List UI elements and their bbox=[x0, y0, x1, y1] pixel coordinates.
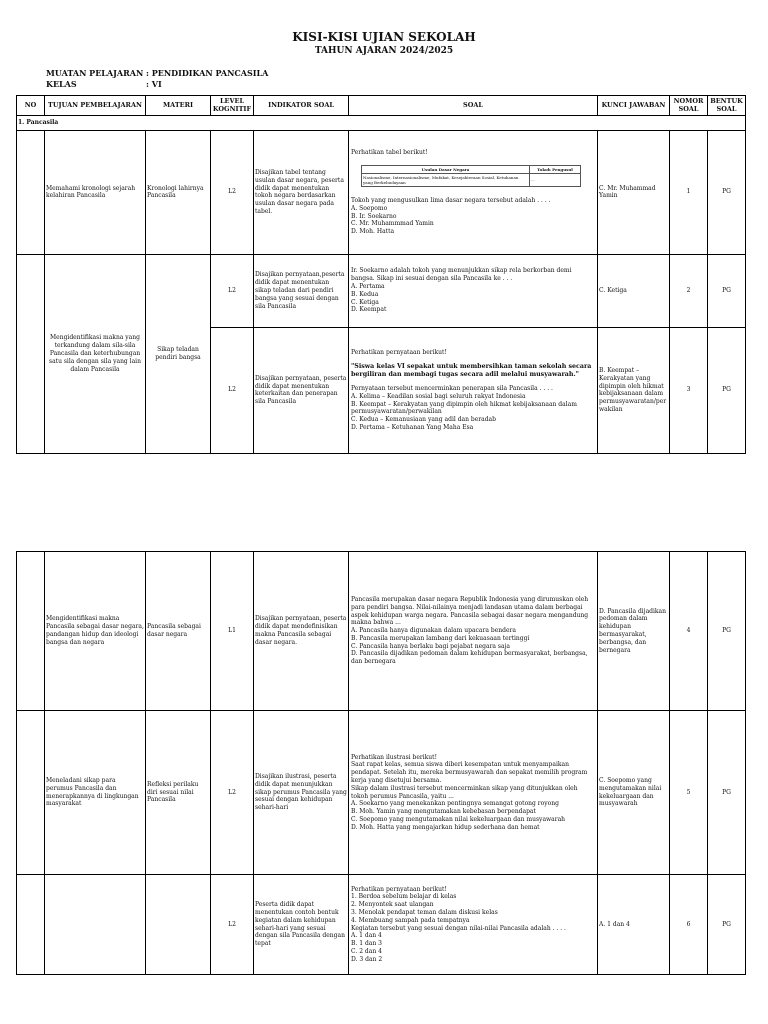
soal-line: Sikap dalam ilustrasi tersebut mencerminkan sikap yang ditunjukkan oleh tokoh perumus Pancasila, yaitu ... bbox=[351, 784, 578, 800]
col-materi: MATERI bbox=[146, 96, 211, 116]
soal-line: Saat rapat kelas, semua siswa diberi kesempatan untuk menyampaikan pendapat. Setelah itu, mereka bermusyawarah dan sepakat memilih program kerja yang disetujui bersama. bbox=[351, 761, 588, 784]
cell-materi: Pancasila sebagai dasar negara bbox=[146, 552, 211, 711]
cell-materi: Kronologi lahirnya Pancasila bbox=[146, 130, 211, 254]
col-nomor: NOMOR SOAL bbox=[670, 96, 708, 116]
cell-nomor: 1 bbox=[670, 130, 708, 254]
cell-nomor: 2 bbox=[670, 254, 708, 327]
option-b: B. Kedua bbox=[351, 290, 379, 298]
cell-tujuan bbox=[45, 875, 146, 975]
option-b: B. Pancasila merupakan lambang dari kekuasaan tertinggi bbox=[351, 634, 530, 642]
cell-level: L2 bbox=[211, 254, 254, 327]
soal-intro: Perhatikan pernyataan berikut! bbox=[351, 885, 447, 893]
cell-bentuk: PG bbox=[708, 711, 746, 875]
cell-indikator: Disajikan ilustrasi, peserta didik dapat menunjukkan sikap perumus Pancasila yang sesuai dengan kehidupan sehari-hari bbox=[254, 711, 349, 875]
option-b: B. Moh. Yamin yang mengutamakan kebebasan berpendapat bbox=[351, 808, 536, 816]
option-d: D. Pancasila dijadikan pedoman dalam kehidupan bermasyarakat, berbangsa, dan bernegara bbox=[351, 650, 588, 666]
tokoh-header: Tokoh Pengusul bbox=[530, 165, 581, 173]
option-a: A. Soekarno yang menekankan pentingnya semangat gotong royong bbox=[351, 800, 559, 808]
option-b: B. 1 dan 3 bbox=[351, 940, 382, 948]
option-a: A. Kelima – Keadilan sosial bagi seluruh rakyat Indonesia bbox=[351, 392, 526, 400]
kelas-value: : VI bbox=[146, 79, 162, 89]
cell-indikator: Peserta didik dapat menentukan contoh bentuk kegiatan dalam kehidupan sehari-hari yang sesuai dengan sila Pancasila dengan tepat bbox=[254, 875, 349, 975]
option-d: D. Pertama – Ketuhanan Yang Maha Esa bbox=[351, 424, 474, 432]
soal-line: Pernyataan tersebut mencerminkan penerapan sila Pancasila . . . . bbox=[351, 385, 553, 393]
col-bentuk: BENTUK SOAL bbox=[708, 96, 746, 116]
cell-soal bbox=[349, 130, 598, 254]
option-c: C. Kedua – Kemanusiaan yang adil dan beradab bbox=[351, 416, 496, 424]
option-d: D. Moh. Hatta yang mengajarkan hidup sederhana dan hemat bbox=[351, 823, 540, 831]
usulan-header: Usulan Dasar Negara bbox=[362, 165, 530, 173]
soal-line: Tokoh yang mengusulkan lima dasar negara tersebut adalah . . . . bbox=[351, 197, 551, 205]
cell-bentuk: PG bbox=[708, 130, 746, 254]
cell-indikator: Disajikan pernyataan,peserta didik dapat menentukan sikap teladan dari pendiri bangsa yang sesuai dengan sila Pancasila bbox=[254, 254, 349, 327]
cell-materi: Refleksi perilaku diri sesuai nilai Pancasila bbox=[146, 711, 211, 875]
cell-materi: Sikap teladan pendiri bangsa bbox=[146, 254, 211, 453]
cell-nomor: 4 bbox=[670, 552, 708, 711]
cell-nomor: 5 bbox=[670, 711, 708, 875]
cell-kunci: C. Soepomo yang mengutamakan nilai kekeluargaan dan musyawarah bbox=[598, 711, 670, 875]
soal-intro: Perhatikan ilustrasi berikut! bbox=[351, 753, 437, 761]
section-label: 1. Pancasila bbox=[17, 115, 746, 130]
soal-line: Kegiatan tersebut yang sesuai dengan nilai-nilai Pancasila adalah . . . . bbox=[351, 924, 566, 932]
usulan-cell: Nasionalisme, Internasionalisme, Mufakat, Kesejahteraan Sosial, Ketuhanan yang Berkebudayaan bbox=[362, 173, 530, 186]
cell-tujuan: Meneladani sikap para perumus Pancasila dan menerapkannya di lingkungan masyarakat bbox=[45, 711, 146, 875]
statement-2: 2. Menyontek saat ulangan bbox=[351, 901, 434, 909]
cell-soal bbox=[349, 254, 598, 327]
statement-4: 4. Membuang sampah pada tempatnya bbox=[351, 916, 470, 924]
option-b: B. Ir. Soekarno bbox=[351, 212, 397, 220]
soal-intro: Perhatikan tabel berikut! bbox=[351, 148, 428, 156]
cell-no bbox=[17, 552, 45, 711]
cell-nomor: 3 bbox=[670, 327, 708, 453]
option-c: C. 2 dan 4 bbox=[351, 947, 382, 955]
cell-tujuan: Mengidentifikasi makna Pancasila sebagai dasar negara, pandangan hidup dan ideologi bangsa dan negara bbox=[45, 552, 146, 711]
muatan-label: MUATAN PELAJARAN bbox=[46, 68, 144, 78]
table-row bbox=[17, 552, 746, 711]
table-header-row bbox=[17, 96, 746, 116]
muatan-value: : PENDIDIKAN PANCASILA bbox=[146, 68, 269, 78]
soal-statement: "Siswa kelas VI sepakat untuk membersihkan taman sekolah secara bergiliran dan membagi tugas secara adil melalui musyawarah." bbox=[351, 362, 592, 378]
cell-no bbox=[17, 130, 45, 254]
cell-kunci: B. Keempat – Kerakyatan yang dipimpin oleh hikmat kebijaksanaan dalam permusyawaratan/perwakilan bbox=[598, 327, 670, 453]
kelas-label: KELAS bbox=[46, 79, 77, 89]
cell-tujuan: Mengidentifikasi makna yang terkandung dalam sila-sila Pancasila dan keterhubungan satu sila dengan sila yang lain dalam Pancasila bbox=[45, 254, 146, 453]
option-c: C. Pancasila hanya berlaku bagi pejabat negara saja bbox=[351, 642, 511, 650]
cell-bentuk: PG bbox=[708, 552, 746, 711]
statement-3: 3. Menolak pendapat teman dalam diskusi kelas bbox=[351, 908, 498, 916]
cell-bentuk: PG bbox=[708, 327, 746, 453]
cell-bentuk: PG bbox=[708, 254, 746, 327]
cell-level: L2 bbox=[211, 875, 254, 975]
cell-no bbox=[17, 711, 45, 875]
col-indikator: INDIKATOR SOAL bbox=[254, 96, 349, 116]
cell-kunci: C. Mr. Muhammad Yamin bbox=[598, 130, 670, 254]
col-level: LEVEL KOGNITIF bbox=[211, 96, 254, 116]
document-title: KISI-KISI UJIAN SEKOLAH bbox=[292, 30, 476, 44]
option-a: A. 1 dan 4 bbox=[351, 932, 382, 940]
table-row bbox=[17, 254, 746, 327]
cell-indikator: Disajikan pernyataan, peserta didik dapat mendefinisikan makna Pancasila sebagai dasar negara. bbox=[254, 552, 349, 711]
cell-indikator: Disajikan pernyataan, peserta didik dapat menentukan keterkaitan dan penerapan sila Pancasila bbox=[254, 327, 349, 453]
option-a: A. Soepomo bbox=[351, 204, 388, 212]
statement-1: 1. Berdoa sebelum belajar di kelas bbox=[351, 893, 457, 901]
cell-no bbox=[17, 254, 45, 453]
cell-nomor: 6 bbox=[670, 875, 708, 975]
cell-level: L2 bbox=[211, 130, 254, 254]
option-d: D. 3 dan 2 bbox=[351, 955, 383, 963]
col-no: NO bbox=[17, 96, 45, 116]
table-row bbox=[17, 130, 746, 254]
cell-soal bbox=[349, 711, 598, 875]
soal-line: Pancasila merupakan dasar negara Republik Indonesia yang dirumuskan oleh para pendiri bangsa. Nilai-nilainya menjadi landasan utama dalam berbagai aspek kehidupan warga negara. Pancasila sebagai dasar negara mengandung makna bahwa ... bbox=[351, 595, 589, 627]
usulan-table bbox=[361, 165, 581, 188]
kisi-kisi-table-page2 bbox=[16, 551, 746, 975]
cell-kunci: C. Ketiga bbox=[598, 254, 670, 327]
document-subtitle: TAHUN AJARAN 2024/2025 bbox=[314, 46, 454, 56]
cell-indikator: Disajikan tabel tentang usulan dasar negara, peserta didik dapat menentukan tokoh negara berdasarkan usulan dasar negara pada tabel. bbox=[254, 130, 349, 254]
option-a: A. Pertama bbox=[351, 283, 385, 291]
cell-kunci: A. 1 dan 4 bbox=[598, 875, 670, 975]
cell-soal bbox=[349, 875, 598, 975]
table-row bbox=[17, 711, 746, 875]
cell-soal bbox=[349, 552, 598, 711]
col-tujuan: TUJUAN PEMBELAJARAN bbox=[45, 96, 146, 116]
cell-soal bbox=[349, 327, 598, 453]
cell-bentuk: PG bbox=[708, 875, 746, 975]
col-kunci: KUNCI JAWABAN bbox=[598, 96, 670, 116]
cell-no bbox=[17, 875, 45, 975]
option-c: C. Ketiga bbox=[351, 298, 379, 306]
tokoh-cell: ... bbox=[530, 173, 581, 186]
option-d: D. Moh. Hatta bbox=[351, 228, 395, 236]
section-row bbox=[17, 115, 746, 130]
option-b: B. Keempat – Kerakyatan yang dipimpin oleh hikmat kebijaksanaan dalam permusyawaratan/perwakilan bbox=[351, 400, 577, 416]
kisi-kisi-table-page1 bbox=[16, 95, 746, 454]
soal-intro: Perhatikan pernyataan berikut! bbox=[351, 348, 447, 356]
soal-line: Ir. Soekarno adalah tokoh yang menunjukkan sikap rela berkorban demi bangsa. Sikap ini sesuai dengan sila Pancasila ke . . . bbox=[351, 267, 572, 283]
option-a: A. Pancasila hanya digunakan dalam upacara bendera bbox=[351, 627, 516, 635]
cell-kunci: D. Pancasila dijadikan pedoman dalam kehidupan bermasyarakat, berbangsa, dan bernegara bbox=[598, 552, 670, 711]
option-c: C. Soepomo yang mengutamakan nilai kekeluargaan dan musyawarah bbox=[351, 815, 566, 823]
cell-tujuan: Memahami kronologi sejarah kelahiran Pancasila bbox=[45, 130, 146, 254]
cell-level: L2 bbox=[211, 327, 254, 453]
cell-materi bbox=[146, 875, 211, 975]
option-d: D. Keempat bbox=[351, 306, 387, 314]
col-soal: SOAL bbox=[349, 96, 598, 116]
option-c: C. Mr. Muhammmad Yamin bbox=[351, 220, 434, 228]
cell-level: L1 bbox=[211, 552, 254, 711]
table-row bbox=[17, 875, 746, 975]
cell-level: L2 bbox=[211, 711, 254, 875]
